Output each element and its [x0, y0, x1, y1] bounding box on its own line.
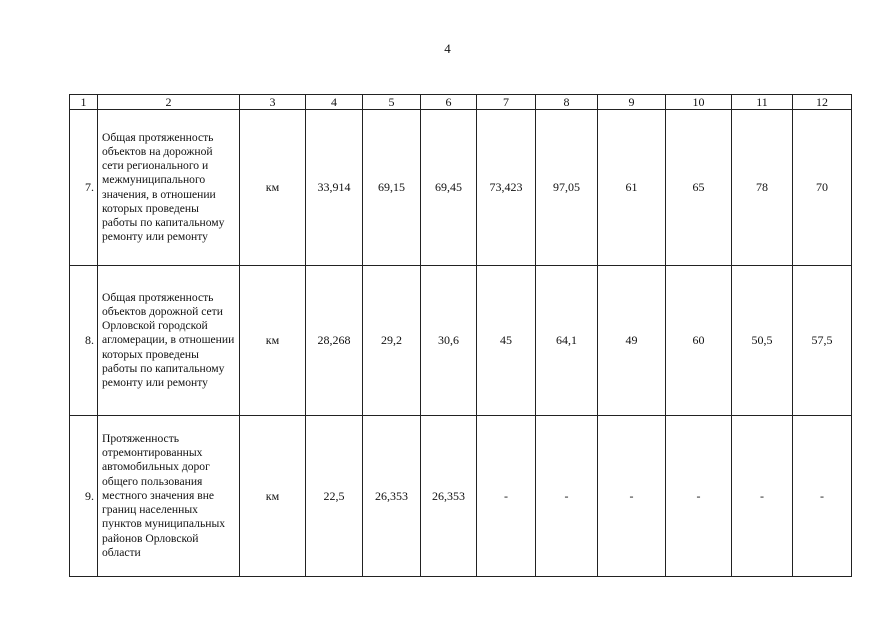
column-header: 1 — [70, 95, 98, 110]
row-unit: км — [240, 416, 306, 577]
table-row — [70, 110, 852, 266]
row-unit: км — [240, 266, 306, 416]
row-value: 33,914 — [306, 110, 363, 266]
page-number: 4 — [444, 41, 451, 56]
row-value: 26,353 — [421, 416, 477, 577]
row-value: - — [666, 416, 732, 577]
column-header: 11 — [732, 95, 793, 110]
row-value: - — [732, 416, 793, 577]
column-header: 7 — [477, 95, 536, 110]
column-header: 9 — [598, 95, 666, 110]
row-value: 30,6 — [421, 266, 477, 416]
data-table — [69, 94, 852, 577]
row-value: - — [793, 416, 852, 577]
column-header: 8 — [536, 95, 598, 110]
row-unit: км — [240, 110, 306, 266]
row-value: 73,423 — [477, 110, 536, 266]
row-number: 8. — [70, 266, 98, 416]
row-number: 7. — [70, 110, 98, 266]
row-value: 50,5 — [732, 266, 793, 416]
row-value: 57,5 — [793, 266, 852, 416]
row-value: 28,268 — [306, 266, 363, 416]
row-description: Общая протяженность объектов на дорожной сети регионального и межмуниципального значения, в отношении которых проведены работы по капитальному ремонту или ремонту — [98, 110, 240, 266]
row-value: 64,1 — [536, 266, 598, 416]
row-value: 69,15 — [363, 110, 421, 266]
column-header: 10 — [666, 95, 732, 110]
row-value: 45 — [477, 266, 536, 416]
header-row — [70, 95, 852, 110]
column-header: 3 — [240, 95, 306, 110]
row-value: 70 — [793, 110, 852, 266]
column-header: 6 — [421, 95, 477, 110]
row-value: 65 — [666, 110, 732, 266]
column-header: 2 — [98, 95, 240, 110]
table-row — [70, 416, 852, 577]
row-value: 69,45 — [421, 110, 477, 266]
row-value: 26,353 — [363, 416, 421, 577]
row-description: Протяженность отремонтированных автомобильных дорог общего пользования местного значения вне границ населенных пунктов муниципальных районов Орловской области — [98, 416, 240, 577]
row-value: - — [598, 416, 666, 577]
column-header: 5 — [363, 95, 421, 110]
row-value: 60 — [666, 266, 732, 416]
row-value: 78 — [732, 110, 793, 266]
row-value: 97,05 — [536, 110, 598, 266]
column-header: 12 — [793, 95, 852, 110]
row-value: 61 — [598, 110, 666, 266]
column-header: 4 — [306, 95, 363, 110]
table-row — [70, 266, 852, 416]
row-value: 49 — [598, 266, 666, 416]
row-description: Общая протяженность объектов дорожной сети Орловской городской агломерации, в отношении которых проведены работы по капитальному ремонту или ремонту — [98, 266, 240, 416]
row-value: 22,5 — [306, 416, 363, 577]
row-value: - — [536, 416, 598, 577]
row-value: 29,2 — [363, 266, 421, 416]
row-number: 9. — [70, 416, 98, 577]
row-value: - — [477, 416, 536, 577]
